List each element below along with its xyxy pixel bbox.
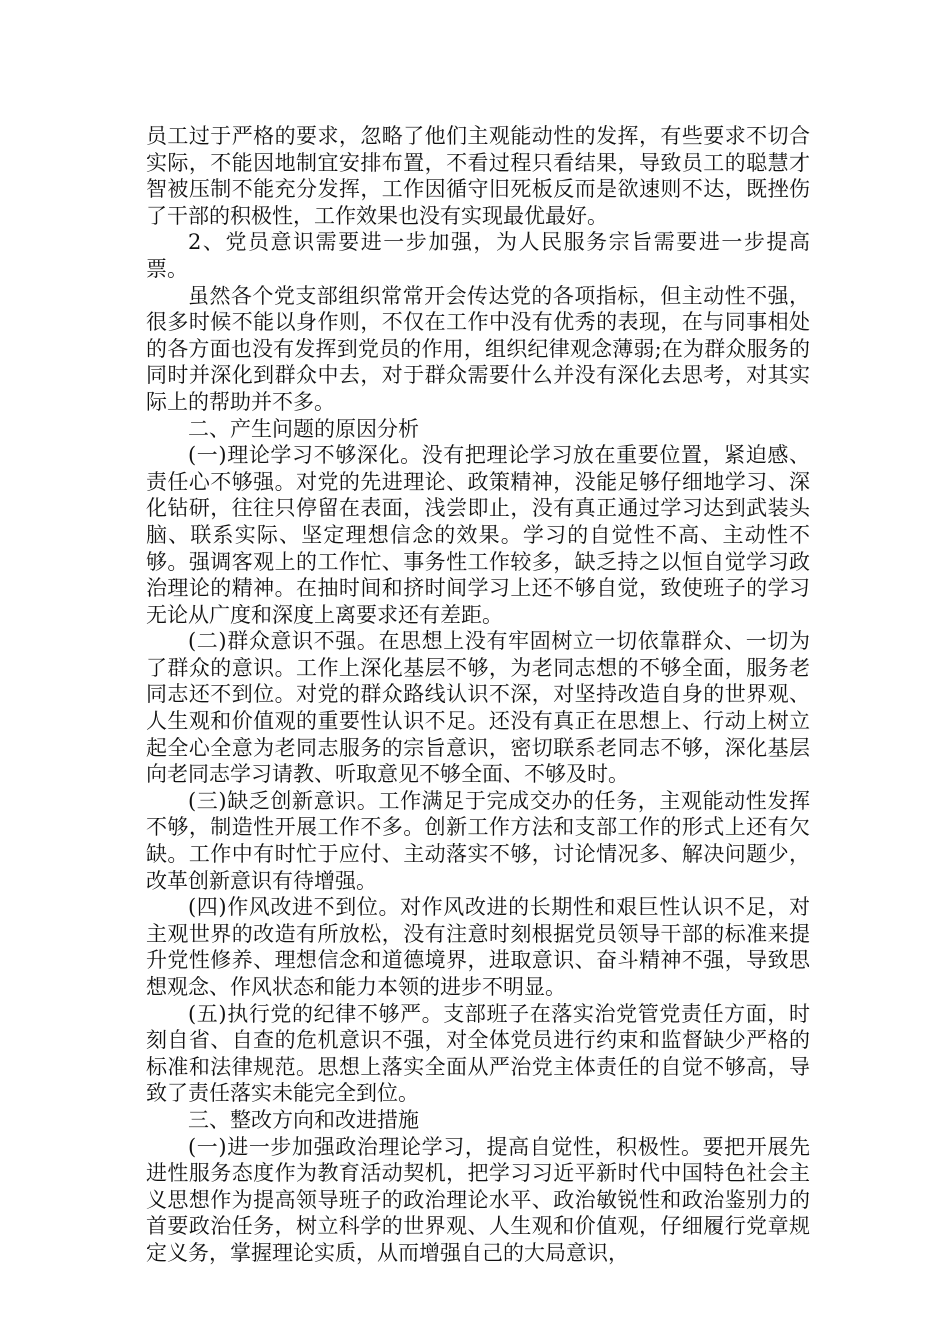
paragraph-5: (一)理论学习不够深化。没有把理论学习放在重要位置，紧迫感、责任心不够强。对党的先进理论、政策精神，没能足够仔细地学习、深化钻研，往往只停留在表面，浅尝即止，没有真正通过学习达到武装头脑、联系实际、坚定理想信念的效果。学习的自觉性不高、主动性不够。强调客观上的工作忙、事务性工作较多，缺乏持之以恒自觉学习政治理论的精神。在抽时间和挤时间学习上还不够自觉，致使班子的学习无论从广度和深度上离要求还有差距。 (146, 443, 810, 627)
section-heading-2: 二、产生问题的原因分析 (188, 416, 419, 441)
paragraph-7: (三)缺乏创新意识。工作满足于完成交办的任务，主观能动性发挥不够，制造性开展工作不多。创新工作方法和支部工作的形式上还有欠缺。工作中有时忙于应付、主动落实不够，讨论情况多、解决问题少，改革创新意识有待增强。 (146, 788, 810, 893)
paragraph-1: 员工过于严格的要求，忽略了他们主观能动性的发挥，有些要求不切合实际，不能因地制宜安排布置，不看过程只看结果，导致员工的聪慧才智被压制不能充分发挥，工作因循守旧死板反而是欲速则不达，既挫伤了干部的积极性，工作效果也没有实现最优最好。 (146, 124, 810, 228)
paragraph-11: (一)进一步加强政治理论学习，提高自觉性，积极性。要把开展先进性服务态度作为教育活动契机，把学习习近平新时代中国特色社会主义思想作为提高领导班子的政治理论水平、政治敏锐性和政治鉴别力的首要政治任务，树立科学的世界观、人生观和价值观，仔细履行党章规定义务，掌握理论实质，从而增强自己的大局意识， (146, 1134, 810, 1265)
document-page (146, 123, 810, 1267)
paragraph-2: 2、党员意识需要进一步加强，为人民服务宗旨需要进一步提高票。 (146, 230, 810, 281)
section-heading-3: 三、整改方向和改进措施 (188, 1107, 419, 1132)
paragraph-8: (四)作风改进不到位。对作风改进的长期性和艰巨性认识不足，对主观世界的改造有所放松，没有注意时刻根据党员领导干部的标准来提升党性修养、理想信念和道德境界，进取意识、奋斗精神不强，导致思想观念、作风状态和能力本领的进步不明显。 (146, 895, 810, 999)
paragraph-3: 虽然各个党支部组织常常开会传达党的各项指标，但主动性不强，很多时候不能以身作则，不仅在工作中没有优秀的表现，在与同事相处的各方面也没有发挥到党员的作用，组织纪律观念薄弱;在为群众服务的同时并深化到群众中去，对于群众需要什么并没有深化去思考，对其实际上的帮助并不多。 (146, 283, 810, 414)
paragraph-6: (二)群众意识不强。在思想上没有牢固树立一切依靠群众、一切为了群众的意识。工作上深化基层不够，为老同志想的不够全面，服务老同志还不到位。对党的群众路线认识不深，对坚持改造自身的世界观、人生观和价值观的重要性认识不足。还没有真正在思想上、行动上树立起全心全意为老同志服务的宗旨意识，密切联系老同志不够，深化基层向老同志学习请教、听取意见不够全面、不够及时。 (146, 629, 810, 787)
paragraph-9: (五)执行党的纪律不够严。支部班子在落实治党管党责任方面，时刻自省、自查的危机意识不强，对全体党员进行约束和监督缺少严格的标准和法律规范。思想上落实全面从严治党主体责任的自觉不够高，导致了责任落实未能完全到位。 (146, 1001, 810, 1106)
